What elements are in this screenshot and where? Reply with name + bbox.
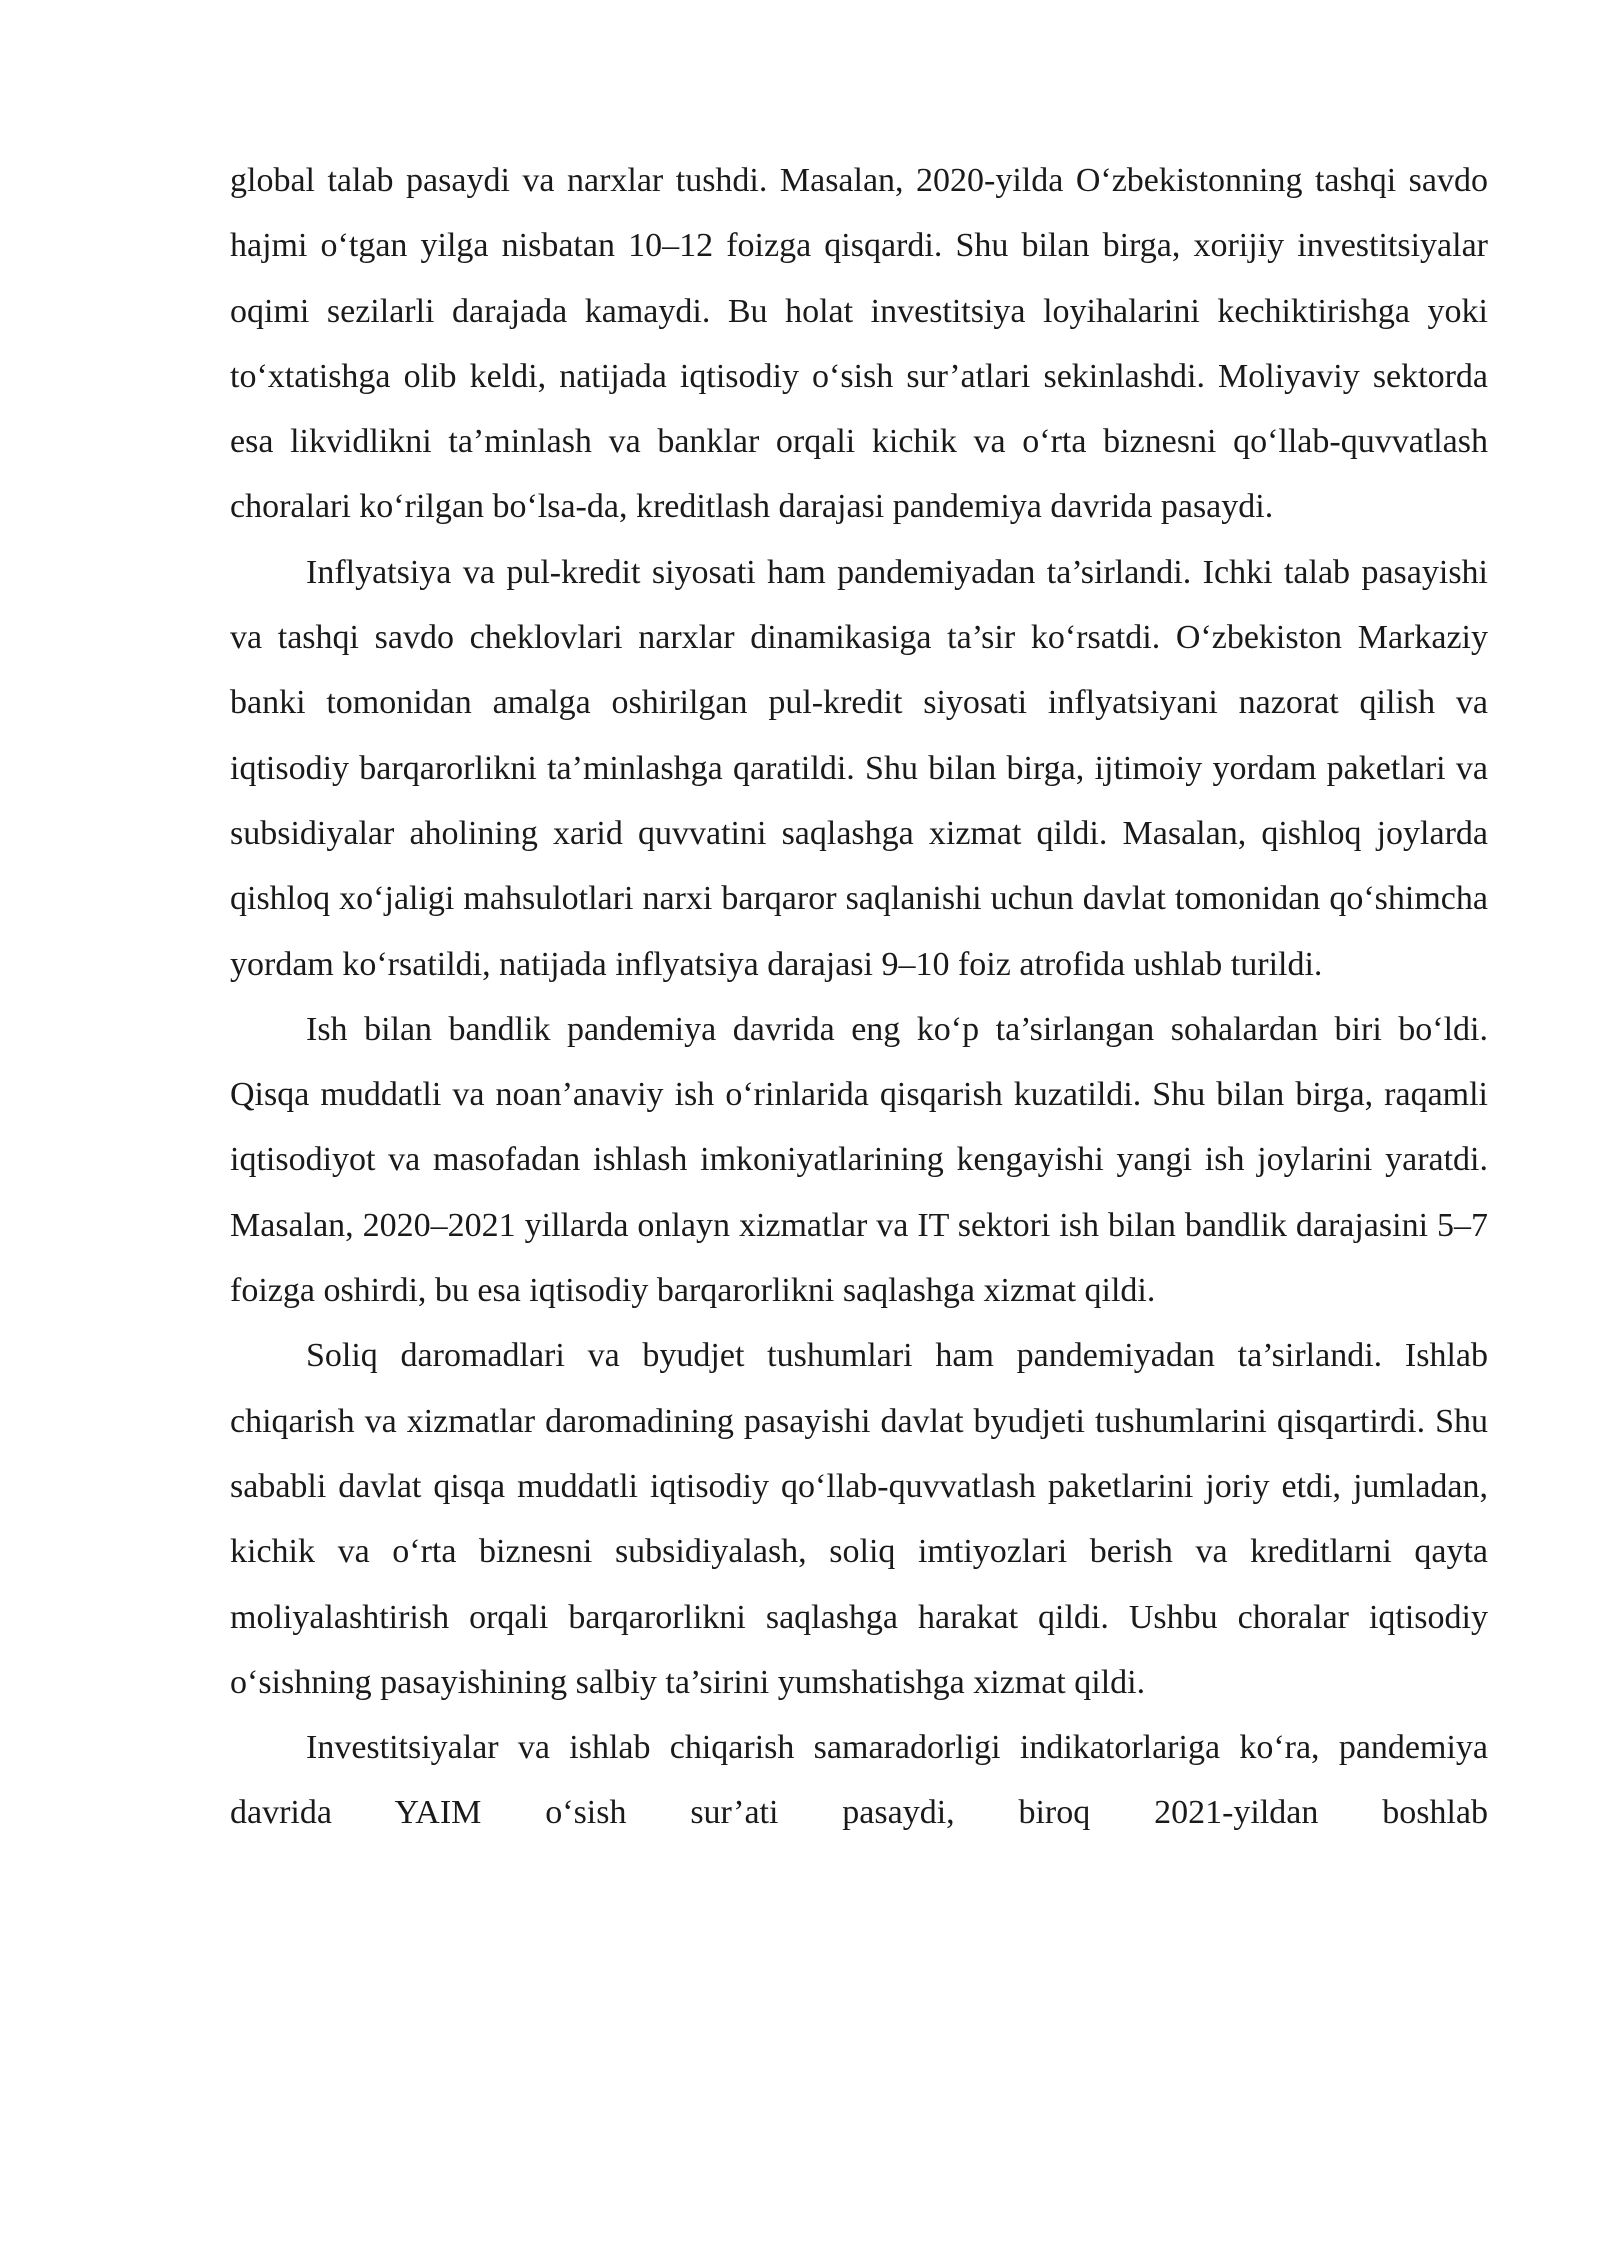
document-body (230, 148, 1488, 1846)
paragraph-employment: Ish bilan bandlik pandemiya davrida eng ko‘p ta’sirlangan sohalardan biri bo‘ldi. Qisqa muddatli va noan’anaviy ish o‘rinlarida qisqarish kuzatildi. Shu bilan birga, raqamli iqtisodiyot va masofadan ishlash imkoniyatlarining kengayishi yangi ish joylarini yaratdi. Masalan, 2020–2021 yillarda onlayn xizmatlar va IT sektori ish bilan bandlik darajasini 5–7 foizga oshirdi, bu esa iqtisodiy barqarorlikni saqlashga xizmat qildi. (230, 1010, 1488, 1310)
paragraph-inflation-monetary-policy: Inflyatsiya va pul-kredit siyosati ham pandemiyadan ta’sirlandi. Ichki talab pasayishi va tashqi savdo cheklovlari narxlar dinamikasiga ta’sir ko‘rsatdi. O‘zbekiston Markaziy banki tomonidan amalga oshirilgan pul-kredit siyosati inflyatsiyani nazorat qilish va iqtisodiy barqarorlikni ta’minlashga qaratildi. Shu bilan birga, ijtimoiy yordam paketlari va subsidiyalar aholining xarid quvvatini saqlashga xizmat qildi. Masalan, qishloq joylarda qishloq xo‘jaligi mahsulotlari narxi barqaror saqlanishi uchun davlat tomonidan qo‘shimcha yordam ko‘rsatildi, natijada inflyatsiya darajasi 9–10 foiz atrofida ushlab turildi. (230, 553, 1488, 983)
paragraph-trade-investment: global talab pasaydi va narxlar tushdi. Masalan, 2020-yilda O‘zbekistonning tashqi savdo hajmi o‘tgan yilga nisbatan 10–12 foizga qisqardi. Shu bilan birga, xorijiy investitsiyalar oqimi sezilarli darajada kamaydi. Bu holat investitsiya loyihalarini kechiktirishga yoki to‘xtatishga olib keldi, natijada iqtisodiy o‘sish sur’atlari sekinlashdi. Moliyaviy sektorda esa likvidlikni ta’minlash va banklar orqali kichik va o‘rta biznesni qo‘llab-quvvatlash choralari ko‘rilgan bo‘lsa-da, kreditlash darajasi pandemiya davrida pasaydi. (230, 162, 1488, 526)
paragraph-investment-productivity: Investitsiyalar va ishlab chiqarish samaradorligi indikatorlariga ko‘ra, pandemiya davrida YAIM o‘sish sur’ati pasaydi, biroq 2021-yildan boshlab (230, 1729, 1488, 1832)
paragraph-tax-budget: Soliq daromadlari va byudjet tushumlari ham pandemiyadan ta’sirlandi. Ishlab chiqarish va xizmatlar daromadining pasayishi davlat byudjeti tushumlarini qisqartirdi. Shu sababli davlat qisqa muddatli iqtisodiy qo‘llab-quvvatlash paketlarini joriy etdi, jumladan, kichik va o‘rta biznesni subsidiyalash, soliq imtiyozlari berish va kreditlarni qayta moliyalashtirish orqali barqarorlikni saqlashga harakat qildi. Ushbu choralar iqtisodiy o‘sishning pasayishining salbiy ta’sirini yumshatishga xizmat qildi. (230, 1337, 1488, 1701)
